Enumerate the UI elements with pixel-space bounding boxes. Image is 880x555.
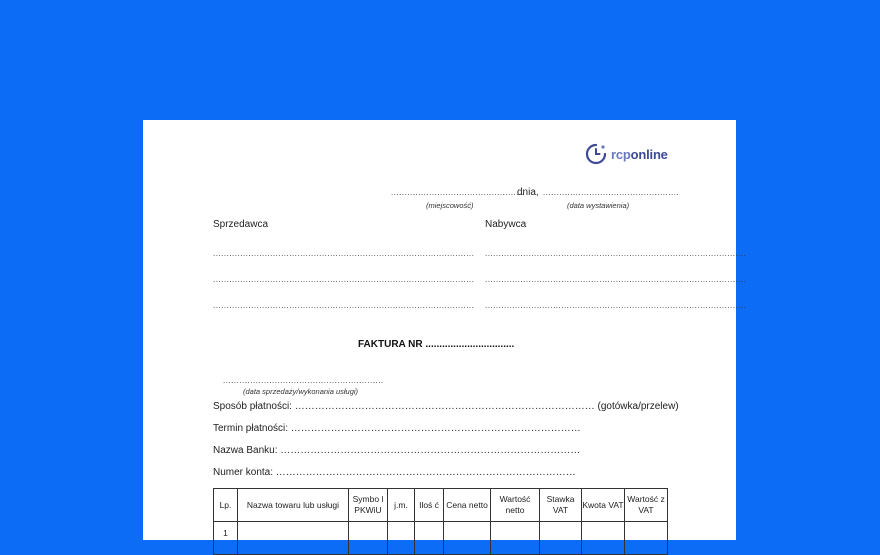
- cell-net-price: [444, 522, 491, 555]
- cell-qty: [415, 522, 444, 555]
- col-vat-rate: Stawka VAT: [540, 489, 582, 522]
- bank-name-field: Nazwa Banku: ………………………………………………………………………………: [213, 445, 581, 456]
- seller-label: Sprzedawca: [213, 219, 269, 230]
- col-gross-value: Wartość z VAT: [625, 489, 668, 522]
- col-vat-amount: Kwota VAT: [582, 489, 625, 522]
- cell-lp: 1: [214, 522, 238, 555]
- place-dots: .................................................: [391, 188, 525, 197]
- sale-date-dots: ...........................................................: [223, 376, 384, 385]
- place-caption: (miejscowość): [426, 201, 474, 210]
- rcponline-logo: [584, 142, 668, 166]
- col-net-price: Cena netto: [444, 489, 491, 522]
- issue-date-caption: (data wystawienia): [567, 201, 630, 210]
- sale-date-caption: (data sprzedaży/wykonania usługi): [243, 387, 359, 396]
- col-net-value: Wartość netto: [491, 489, 540, 522]
- payment-term-field: Termin płatności: ……………………………………………………………………………: [213, 423, 581, 434]
- col-unit: j.m.: [388, 489, 415, 522]
- col-qty: Iloś ć: [415, 489, 444, 522]
- col-name: Nazwa towaru lub usługi: [238, 489, 349, 522]
- logo-text: rcponline: [611, 146, 668, 162]
- payment-method-field: Sposób płatności: ……………………………………………………………………………… (gotówka/przelew): [213, 401, 679, 412]
- buyer-line-1: ................................................................................................: [485, 249, 747, 258]
- invoice-title: FAKTURA NR ................................: [358, 339, 515, 350]
- cell-vat-amount: [582, 522, 625, 555]
- account-number-field: Numer konta: ………………………………………………………………………………: [213, 467, 576, 478]
- buyer-line-2: ................................................................................................: [485, 275, 747, 284]
- cell-pkwiu: [349, 522, 388, 555]
- dnia-label: dnia,: [517, 187, 539, 198]
- invoice-document: [143, 120, 747, 540]
- items-table: [213, 488, 668, 555]
- buyer-line-3: ................................................................................................: [485, 301, 747, 310]
- cell-net-value: [491, 522, 540, 555]
- table-header-row: [214, 489, 668, 522]
- buyer-label: Nabywca: [485, 219, 527, 230]
- seller-line-2: ................................................................................................: [213, 275, 475, 284]
- issue-date-dots: ..................................................: [543, 188, 680, 197]
- cell-unit: [388, 522, 415, 555]
- col-lp: Lp.: [214, 489, 238, 522]
- cell-gross-value: [625, 522, 668, 555]
- table-row: [214, 522, 668, 555]
- seller-line-3: ................................................................................................: [213, 301, 475, 310]
- cell-vat-rate: [540, 522, 582, 555]
- clock-icon: [584, 142, 608, 166]
- seller-line-1: ................................................................................................: [213, 249, 475, 258]
- col-pkwiu: Symbo l PKWiU: [349, 489, 388, 522]
- cell-name: [238, 522, 349, 555]
